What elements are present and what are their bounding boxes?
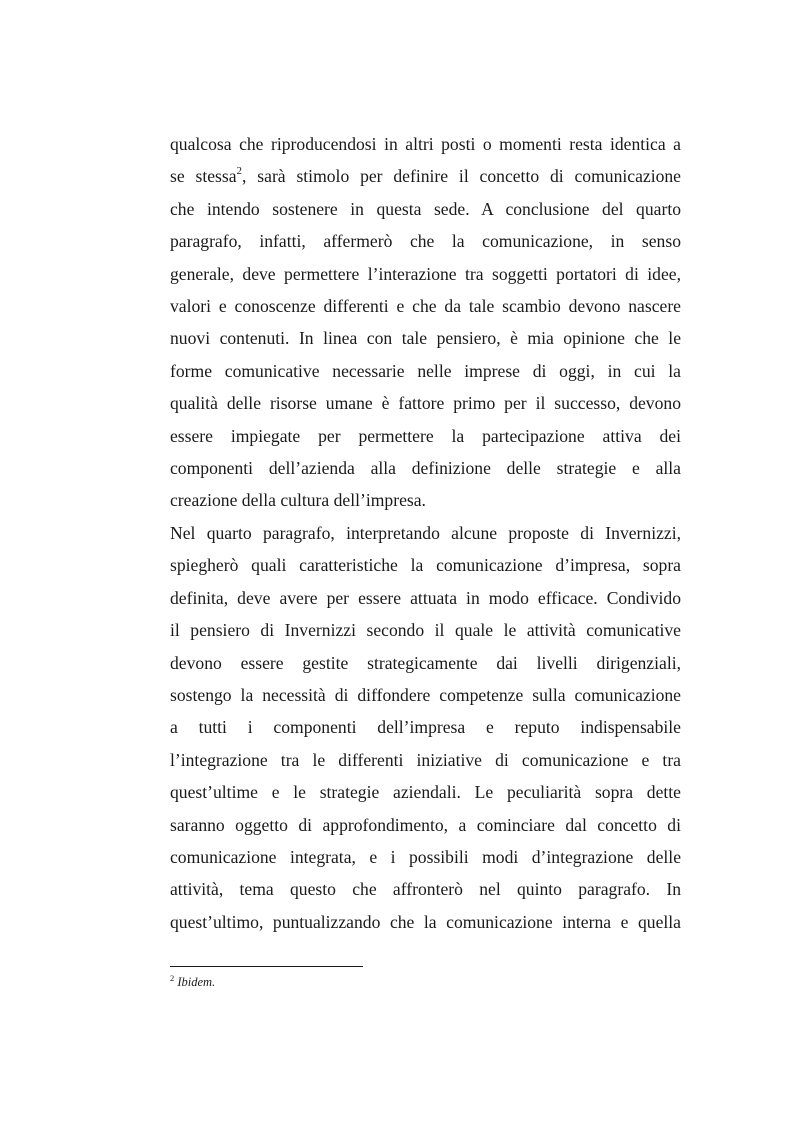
footnote-reference: 2 [236,165,243,178]
text-line: qualità delle risorse umane è fattore primo per il successo, devono [170,393,681,414]
text-line: quest’ultimo, puntualizzando che la comunicazione interna e quella [170,911,681,932]
text-line: quest’ultime e le strategie aziendali. Le peculiarità sopra dette [170,782,681,803]
text-line: comunicazione integrata, e i possibili modi d’integrazione delle [170,846,681,867]
text-line: valori e conoscenze differenti e che da tale scambio devono nascere [170,296,681,317]
text-line: saranno oggetto di approfondimento, a cominciare dal concetto di [170,814,681,835]
text-line: creazione della cultura dell’impresa. [170,490,426,511]
text-line: paragrafo, infatti, affermerò che la comunicazione, in senso [170,231,681,252]
text-line: nuovi contenuti. In linea con tale pensiero, è mia opinione che le [170,328,681,349]
text-line: devono essere gestite strategicamente dai livelli dirigenziali, [170,652,681,673]
text-line: sostengo la necessità di diffondere competenze sulla comunicazione [170,684,681,705]
text-line: spiegherò quali caratteristiche la comunicazione d’impresa, sopra [170,555,681,576]
text-line: il pensiero di Invernizzi secondo il quale le attività comunicative [170,620,681,641]
text-fragment: se stessa [170,166,237,187]
text-line: che intendo sostenere in questa sede. A conclusione del quarto [170,198,681,219]
footnote-number: 2 [170,973,175,983]
footnote [170,973,215,991]
text-line: l’integrazione tra le differenti iniziative di comunicazione e tra [170,749,681,770]
text-line: componenti dell’azienda alla definizione delle strategie e alla [170,458,681,479]
footnote-divider [170,966,363,967]
text-line: forme comunicative necessarie nelle imprese di oggi, in cui la [170,360,681,381]
text-line: definita, deve avere per essere attuata in modo efficace. Condivido [170,587,681,608]
text-line: essere impiegate per permettere la partecipazione attiva dei [170,425,681,446]
body-text [170,128,681,938]
text-fragment: , sarà stimolo per definire il concetto di comunicazione [242,166,681,187]
text-line: attività, tema questo che affronterò nel quinto paragrafo. In [170,879,681,900]
text-line [170,160,681,192]
text-line: qualcosa che riproducendosi in altri posti o momenti resta identica a [170,134,681,154]
text-line: Nel quarto paragrafo, interpretando alcune proposte di Invernizzi, [170,522,681,543]
text-line: a tutti i componenti dell’impresa e reputo indispensabile [170,717,681,738]
footnote-text: Ibidem. [177,975,216,989]
text-line: generale, deve permettere l’interazione tra soggetti portatori di idee, [170,263,681,284]
